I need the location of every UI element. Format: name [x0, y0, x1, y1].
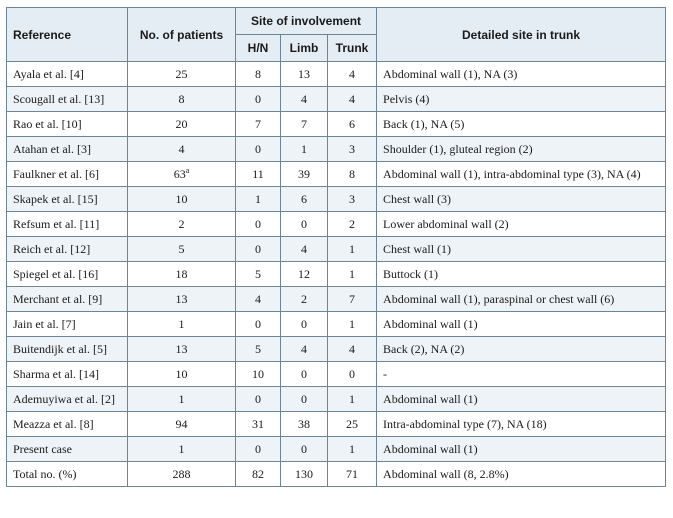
limb-cell-text: 0 — [301, 366, 307, 381]
trunk-cell — [328, 312, 377, 337]
table-body — [7, 62, 666, 487]
trunk-cell-text: 4 — [349, 91, 356, 106]
trunk-cell-text: 8 — [349, 166, 356, 181]
patients-cell-text: 8 — [178, 91, 185, 106]
patients-cell — [128, 62, 236, 87]
reference-cell-text: Skapek et al. [15] — [13, 191, 98, 206]
detailed-site-cell-text: Back (2), NA (2) — [383, 341, 465, 356]
reference-cell — [7, 362, 128, 387]
trunk-cell-text: 71 — [346, 466, 359, 481]
detailed-site-cell-text: Abdominal wall (1) — [383, 441, 478, 456]
detailed-site-cell-text: Abdominal wall (1) — [383, 391, 478, 406]
patients-cell — [128, 387, 236, 412]
hn-cell-text: 0 — [255, 241, 261, 256]
header-limb: Limb — [281, 35, 328, 62]
reference-cell — [7, 262, 128, 287]
reference-cell — [7, 112, 128, 137]
hn-cell — [236, 412, 281, 437]
hn-cell — [236, 337, 281, 362]
limb-cell — [281, 312, 328, 337]
trunk-cell-text: 1 — [349, 266, 356, 281]
patients-cell-text: 13 — [175, 291, 188, 306]
table-row — [7, 62, 666, 87]
hn-cell-text: 1 — [255, 191, 261, 206]
reference-cell — [7, 62, 128, 87]
reference-cell — [7, 162, 128, 187]
trunk-cell — [328, 212, 377, 237]
trunk-cell-text: 1 — [349, 241, 356, 256]
patients-cell-text: 20 — [175, 116, 188, 131]
hn-cell-text: 7 — [255, 116, 261, 131]
table-row — [7, 437, 666, 462]
hn-cell-text: 0 — [255, 391, 261, 406]
header-hn: H/N — [236, 35, 281, 62]
trunk-cell-text: 6 — [349, 116, 356, 131]
patients-cell — [128, 362, 236, 387]
limb-cell-text: 1 — [301, 141, 307, 156]
reference-cell-text: Ayala et al. [4] — [13, 66, 84, 81]
limb-cell — [281, 437, 328, 462]
patients-cell-text: 94 — [175, 416, 188, 431]
header-trunk: Trunk — [328, 35, 377, 62]
detailed-site-cell — [377, 262, 666, 287]
hn-cell-text: 8 — [255, 66, 261, 81]
patients-cell — [128, 262, 236, 287]
table-row — [7, 462, 666, 487]
reference-cell — [7, 312, 128, 337]
patients-cell-text: 10 — [175, 366, 188, 381]
trunk-cell-text: 1 — [349, 441, 356, 456]
trunk-cell — [328, 437, 377, 462]
limb-cell — [281, 87, 328, 112]
reference-cell-text: Present case — [13, 441, 72, 456]
hn-cell — [236, 262, 281, 287]
trunk-cell-text: 1 — [349, 391, 356, 406]
hn-cell — [236, 287, 281, 312]
hn-cell — [236, 187, 281, 212]
trunk-cell — [328, 462, 377, 487]
trunk-cell — [328, 237, 377, 262]
hn-cell — [236, 87, 281, 112]
patients-cell — [128, 212, 236, 237]
table-row — [7, 137, 666, 162]
detailed-site-cell — [377, 387, 666, 412]
header-site-group: Site of involvement — [236, 8, 377, 35]
hn-cell-text: 5 — [255, 266, 261, 281]
detailed-site-cell-text: Shoulder (1), gluteal region (2) — [383, 141, 533, 156]
hn-cell — [236, 62, 281, 87]
detailed-site-cell-text: Abdominal wall (1), intra-abdominal type (3), NA (4) — [383, 166, 641, 181]
trunk-cell — [328, 412, 377, 437]
limb-cell-text: 38 — [298, 416, 310, 431]
detailed-site-cell-text: Abdominal wall (1), paraspinal or chest wall (6) — [383, 291, 615, 306]
hn-cell-text: 0 — [255, 441, 261, 456]
trunk-cell-text: 7 — [349, 291, 356, 306]
hn-cell — [236, 362, 281, 387]
reference-cell-text: Reich et al. [12] — [13, 241, 91, 256]
patients-cell — [128, 112, 236, 137]
reference-cell-text: Scougall et al. [13] — [13, 91, 105, 106]
trunk-cell-text: 2 — [349, 216, 356, 231]
patients-cell-text: 25 — [175, 66, 188, 81]
limb-cell-text: 0 — [301, 316, 307, 331]
limb-cell — [281, 162, 328, 187]
patients-cell-text: 4 — [178, 141, 185, 156]
hn-cell — [236, 437, 281, 462]
table-row — [7, 87, 666, 112]
detailed-site-cell-text: Back (1), NA (5) — [383, 116, 465, 131]
detailed-site-cell — [377, 312, 666, 337]
patients-cell-text: 13 — [175, 341, 188, 356]
patients-cell-text: 18 — [175, 266, 188, 281]
reference-cell — [7, 187, 128, 212]
patients-cell-text: 288 — [172, 466, 191, 481]
patients-cell — [128, 337, 236, 362]
literature-review-table — [6, 7, 666, 487]
hn-cell-text: 0 — [255, 316, 261, 331]
header-patients: No. of patients — [128, 8, 236, 62]
detailed-site-cell — [377, 87, 666, 112]
limb-cell — [281, 237, 328, 262]
detailed-site-cell — [377, 62, 666, 87]
trunk-cell-text: 3 — [349, 191, 356, 206]
reference-cell-text: Ademuyiwa et al. [2] — [13, 391, 115, 406]
patients-cell — [128, 137, 236, 162]
trunk-cell — [328, 187, 377, 212]
header-reference: Reference — [7, 8, 128, 62]
detailed-site-cell-text: Abdominal wall (8, 2.8%) — [383, 466, 509, 481]
hn-cell-text: 10 — [252, 366, 264, 381]
patients-cell — [128, 237, 236, 262]
reference-cell — [7, 212, 128, 237]
reference-cell-text: Jain et al. [7] — [13, 316, 76, 331]
table-row — [7, 387, 666, 412]
limb-cell — [281, 412, 328, 437]
table-row — [7, 287, 666, 312]
table-row — [7, 412, 666, 437]
detailed-site-cell — [377, 462, 666, 487]
limb-cell — [281, 187, 328, 212]
limb-cell-text: 0 — [301, 441, 307, 456]
detailed-site-cell — [377, 112, 666, 137]
reference-cell — [7, 287, 128, 312]
limb-cell — [281, 262, 328, 287]
detailed-site-cell — [377, 287, 666, 312]
table-header — [7, 8, 666, 62]
patients-cell-text: 1 — [178, 441, 185, 456]
detailed-site-cell-text: - — [383, 366, 388, 381]
trunk-cell — [328, 337, 377, 362]
limb-cell-text: 0 — [301, 216, 307, 231]
hn-cell-text: 0 — [255, 91, 261, 106]
reference-cell-text: Faulkner et al. [6] — [13, 166, 99, 181]
reference-cell-text: Refsum et al. [11] — [13, 216, 100, 231]
limb-cell-text: 7 — [301, 116, 307, 131]
patients-cell-text: 1 — [178, 391, 185, 406]
trunk-cell — [328, 362, 377, 387]
hn-cell — [236, 162, 281, 187]
limb-cell-text: 39 — [298, 166, 310, 181]
hn-cell — [236, 312, 281, 337]
detailed-site-cell-text: Chest wall (3) — [383, 191, 452, 206]
patients-cell-text: 10 — [175, 191, 188, 206]
limb-cell — [281, 62, 328, 87]
detailed-site-cell — [377, 137, 666, 162]
detailed-site-cell-text: Chest wall (1) — [383, 241, 452, 256]
hn-cell-text: 31 — [252, 416, 264, 431]
reference-cell-text: Spiegel et al. [16] — [13, 266, 99, 281]
patients-cell — [128, 162, 236, 187]
header-detailed-site: Detailed site in trunk — [377, 8, 666, 62]
hn-cell-text: 82 — [252, 466, 264, 481]
trunk-cell — [328, 87, 377, 112]
detailed-site-cell-text: Pelvis (4) — [383, 91, 430, 106]
limb-cell-text: 6 — [301, 191, 307, 206]
patients-cell-text: 1 — [178, 316, 185, 331]
hn-cell — [236, 237, 281, 262]
patients-cell — [128, 87, 236, 112]
trunk-cell-text: 0 — [349, 366, 356, 381]
limb-cell-text: 4 — [301, 341, 307, 356]
reference-cell — [7, 412, 128, 437]
limb-cell-text: 4 — [301, 91, 307, 106]
table-row — [7, 362, 666, 387]
hn-cell — [236, 137, 281, 162]
table-row — [7, 237, 666, 262]
hn-cell — [236, 462, 281, 487]
patients-cell — [128, 462, 236, 487]
reference-cell — [7, 237, 128, 262]
reference-cell — [7, 387, 128, 412]
table-row — [7, 187, 666, 212]
detailed-site-cell-text: Abdominal wall (1) — [383, 316, 478, 331]
limb-cell — [281, 387, 328, 412]
limb-cell — [281, 137, 328, 162]
reference-cell-text: Total no. (%) — [13, 466, 77, 481]
reference-cell-text: Merchant et al. [9] — [13, 291, 103, 306]
limb-cell-text: 130 — [295, 466, 313, 481]
table-row — [7, 337, 666, 362]
limb-cell-text: 2 — [301, 291, 307, 306]
limb-cell — [281, 112, 328, 137]
reference-cell-text: Buitendijk et al. [5] — [13, 341, 107, 356]
detailed-site-cell-text: Abdominal wall (1), NA (3) — [383, 66, 518, 81]
detailed-site-cell — [377, 212, 666, 237]
hn-cell-text: 0 — [255, 141, 261, 156]
trunk-cell — [328, 137, 377, 162]
table-row — [7, 312, 666, 337]
limb-cell — [281, 362, 328, 387]
reference-cell-text: Sharma et al. [14] — [13, 366, 99, 381]
patients-cell — [128, 412, 236, 437]
hn-cell-text: 4 — [255, 291, 261, 306]
detailed-site-cell-text: Buttock (1) — [383, 266, 439, 281]
reference-cell — [7, 437, 128, 462]
hn-cell — [236, 212, 281, 237]
detailed-site-cell — [377, 412, 666, 437]
detailed-site-cell — [377, 237, 666, 262]
patients-cell — [128, 187, 236, 212]
limb-cell-text: 0 — [301, 391, 307, 406]
patients-cell-text: 5 — [178, 241, 185, 256]
reference-cell — [7, 337, 128, 362]
trunk-cell-text: 4 — [349, 66, 356, 81]
table-row — [7, 162, 666, 187]
table-row — [7, 112, 666, 137]
table-row — [7, 262, 666, 287]
reference-cell-text: Rao et al. [10] — [13, 116, 82, 131]
patients-cell — [128, 312, 236, 337]
detailed-site-cell — [377, 187, 666, 212]
detailed-site-cell-text: Lower abdominal wall (2) — [383, 216, 509, 231]
reference-cell — [7, 87, 128, 112]
detailed-site-cell-text: Intra-abdominal type (7), NA (18) — [383, 416, 547, 431]
hn-cell-text: 11 — [252, 166, 264, 181]
detailed-site-cell — [377, 337, 666, 362]
trunk-cell — [328, 262, 377, 287]
trunk-cell-text: 3 — [349, 141, 356, 156]
trunk-cell — [328, 112, 377, 137]
patients-cell — [128, 287, 236, 312]
limb-cell-text: 13 — [298, 66, 310, 81]
patients-cell — [128, 437, 236, 462]
trunk-cell-text: 4 — [349, 341, 356, 356]
table-row — [7, 212, 666, 237]
limb-cell — [281, 212, 328, 237]
limb-cell — [281, 337, 328, 362]
hn-cell — [236, 112, 281, 137]
hn-cell-text: 0 — [255, 216, 261, 231]
limb-cell — [281, 462, 328, 487]
patients-cell-text: 63 — [173, 166, 186, 181]
trunk-cell-text: 25 — [346, 416, 359, 431]
detailed-site-cell — [377, 362, 666, 387]
table-container — [6, 7, 665, 487]
trunk-cell-text: 1 — [349, 316, 356, 331]
footnote-marker: a — [185, 165, 190, 175]
detailed-site-cell — [377, 162, 666, 187]
trunk-cell — [328, 162, 377, 187]
patients-cell-text: 2 — [178, 216, 185, 231]
reference-cell-text: Atahan et al. [3] — [13, 141, 91, 156]
trunk-cell — [328, 387, 377, 412]
hn-cell — [236, 387, 281, 412]
limb-cell — [281, 287, 328, 312]
hn-cell-text: 5 — [255, 341, 261, 356]
detailed-site-cell — [377, 437, 666, 462]
trunk-cell — [328, 287, 377, 312]
reference-cell — [7, 137, 128, 162]
limb-cell-text: 4 — [301, 241, 307, 256]
trunk-cell — [328, 62, 377, 87]
reference-cell-text: Meazza et al. [8] — [13, 416, 94, 431]
reference-cell — [7, 462, 128, 487]
limb-cell-text: 12 — [298, 266, 310, 281]
